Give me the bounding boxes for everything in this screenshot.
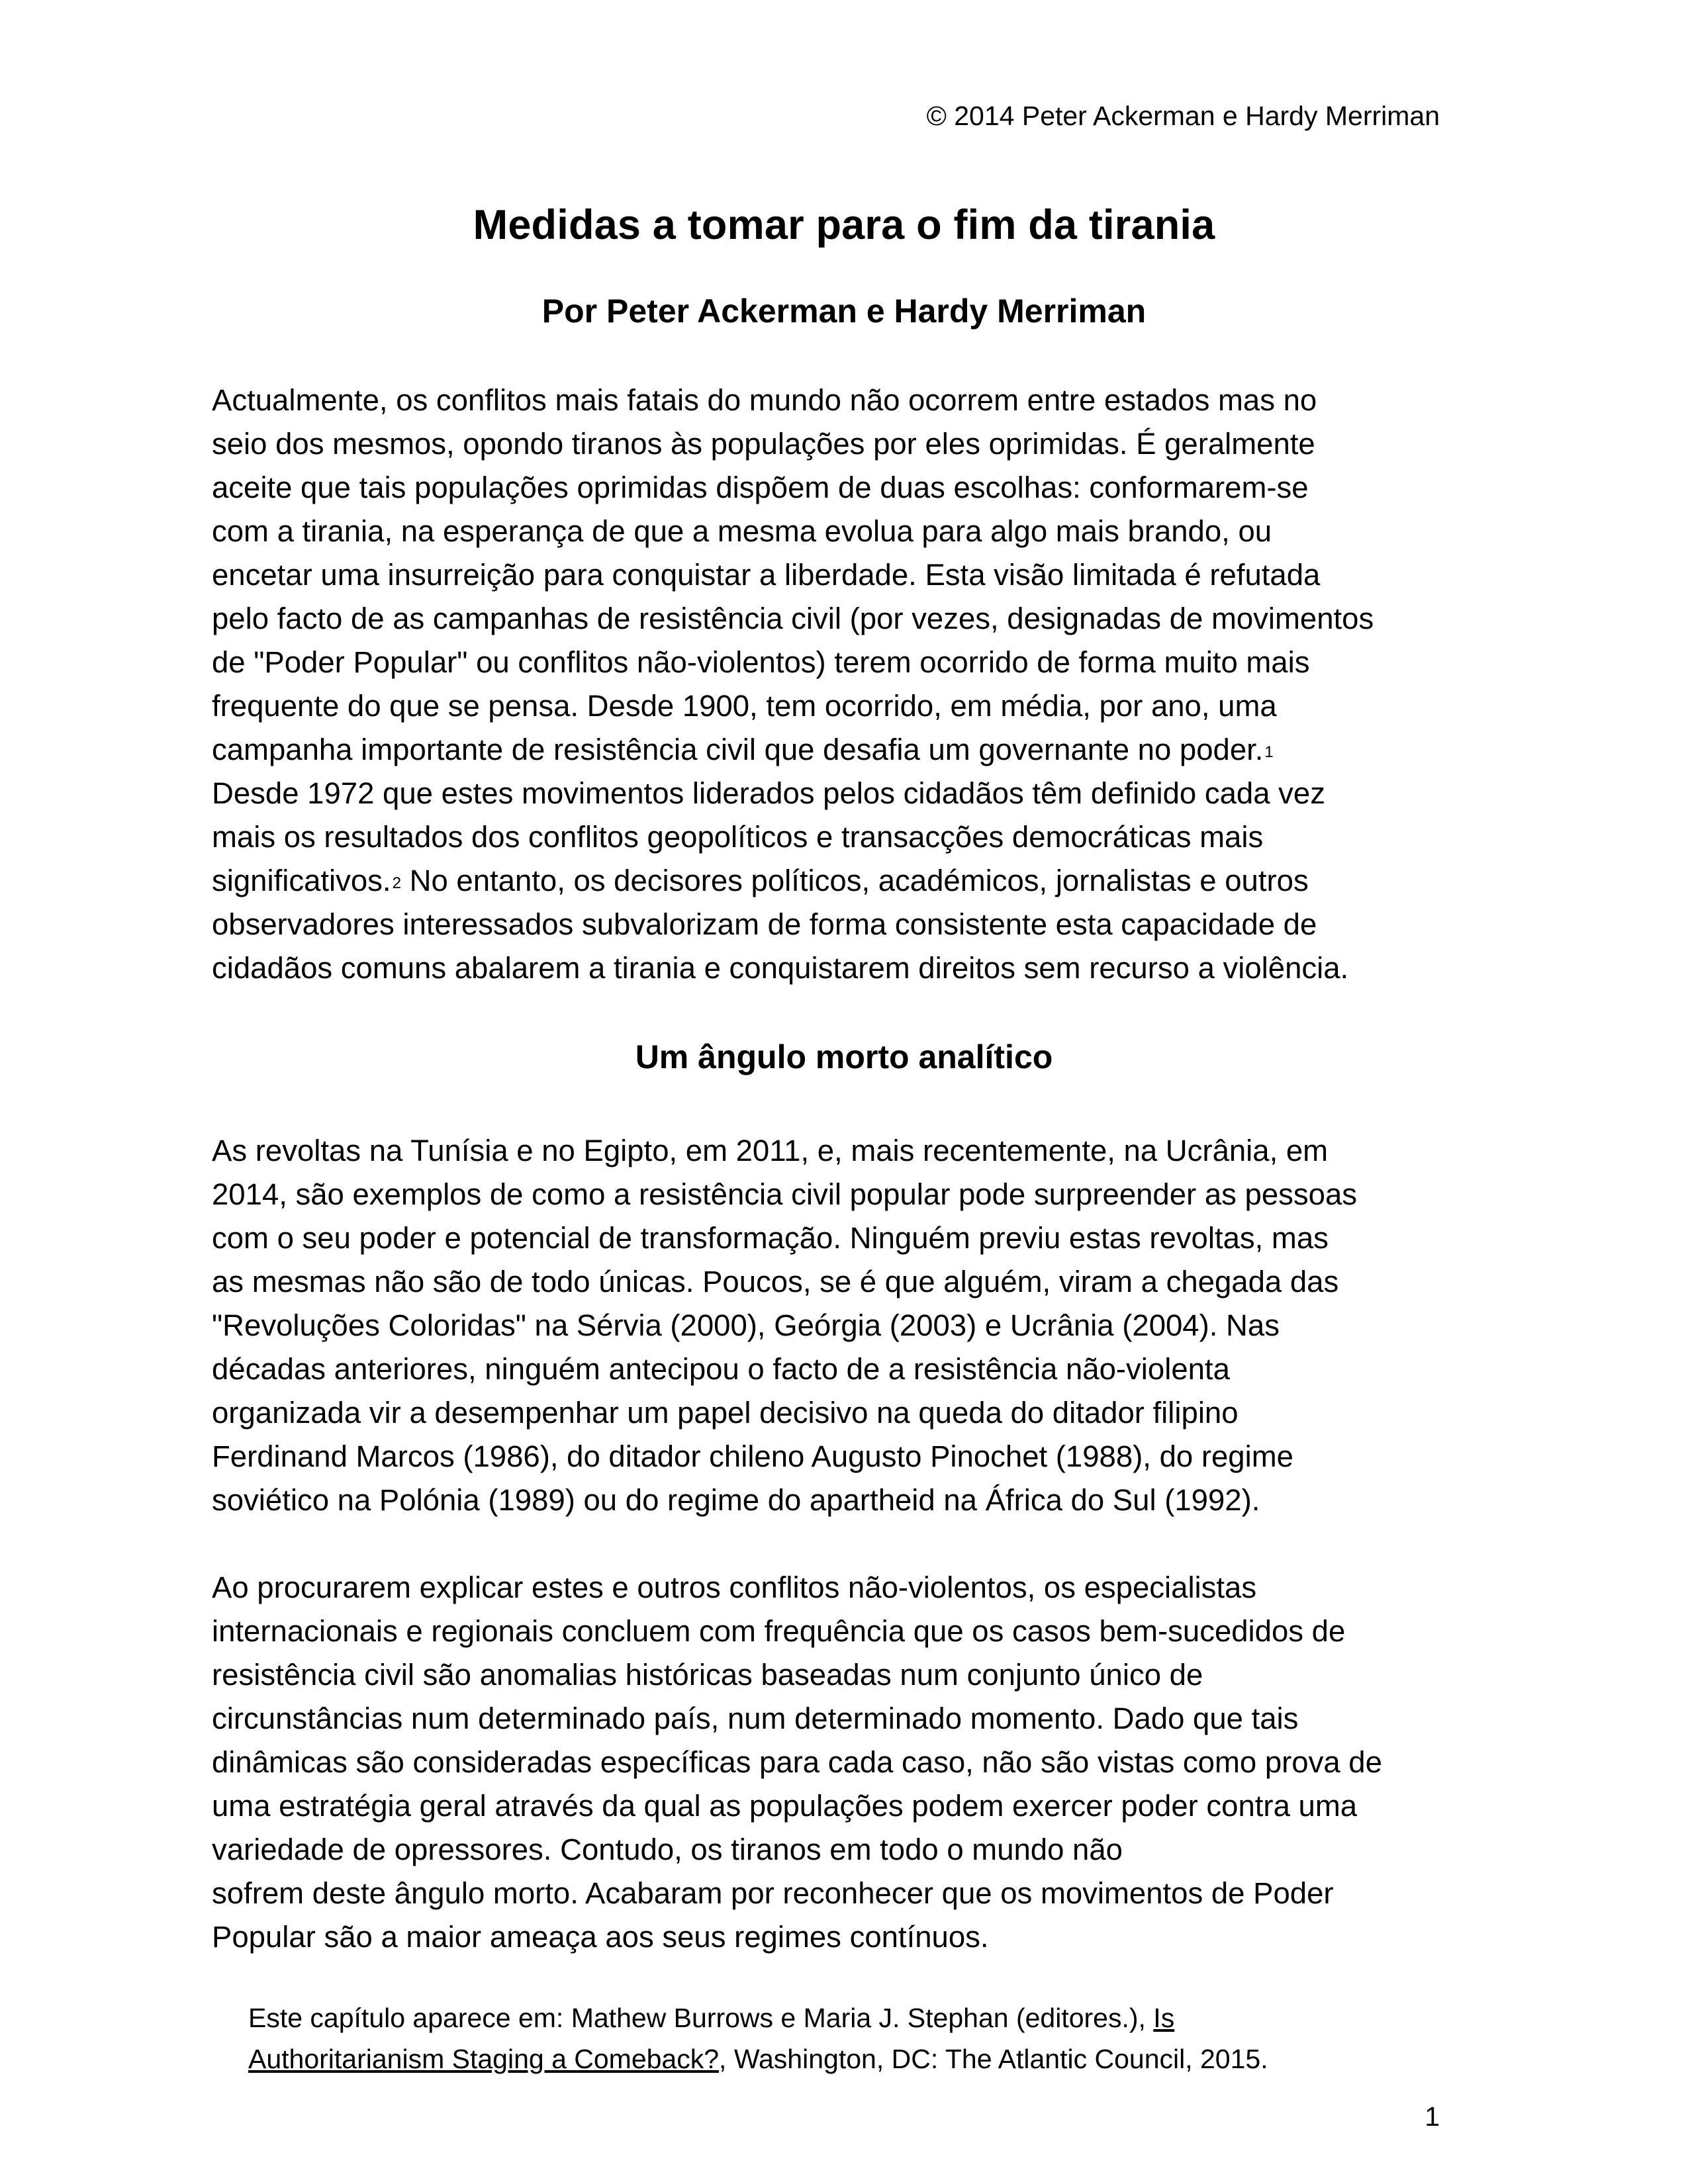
footnote-line [248,2038,1440,2079]
text-line-with-footnote [212,859,1476,903]
text-line: mais os resultados dos conflitos geopolíticos e transacções democráticas mais [212,820,1264,854]
text-line: décadas anteriores, ninguém antecipou o facto de a resistência não-violenta [212,1352,1230,1386]
text-segment: campanha importante de resistência civil que desafia um governante no poder. [212,733,1264,766]
text-line: as mesmas não são de todo únicas. Poucos, se é que alguém, viram a chegada das [212,1265,1339,1298]
text-line-with-footnote [212,728,1476,772]
text-line: com a tirania, na esperança de que a mesma evolua para algo mais brando, ou [212,514,1272,548]
text-line: internacionais e regionais concluem com frequência que os casos bem-sucedidos de [212,1614,1346,1648]
page-number: 1 [1425,2101,1440,2132]
paragraph-intro [212,379,1476,990]
text-line: As revoltas na Tunísia e no Egipto, em 2011, e, mais recentemente, na Ucrânia, em [212,1134,1329,1167]
text-line: variedade de opressores. Contudo, os tiranos em todo o mundo não [212,1833,1123,1866]
footnote-text: Este capítulo aparece em: Mathew Burrows e Maria J. Stephan (editores.), [248,2003,1154,2033]
text-line: soviético na Polónia (1989) ou do regime do apartheid na África do Sul (1992). [212,1483,1260,1517]
text-line: Popular são a maior ameaça aos seus regimes contínuos. [212,1920,989,1954]
document-title: Medidas a tomar para o fim da tirania [473,202,1215,248]
text-line: encetar uma insurreição para conquistar a liberdade. Esta visão limitada é refutada [212,558,1321,592]
text-line: organizada vir a desempenhar um papel decisivo na queda do ditador filipino [212,1396,1239,1430]
text-line: sofrem deste ângulo morto. Acabaram por reconhecer que os movimentos de Poder [212,1876,1334,1910]
footnote-line [248,1997,1440,2038]
book-title-link[interactable]: Is [1153,2003,1175,2033]
paragraph-revolts [212,1129,1476,1522]
text-line: pelo facto de as campanhas de resistência civil (por vezes, designadas de movimentos [212,602,1374,635]
text-line: Actualmente, os conflitos mais fatais do mundo não ocorrem entre estados mas no [212,383,1317,417]
chapter-source-note [248,1997,1440,2079]
copyright-notice: © 2014 Peter Ackerman e Hardy Merriman [926,101,1440,131]
text-line: uma estratégia geral através da qual as populações podem exercer poder contra uma [212,1789,1358,1823]
text-line: frequente do que se pensa. Desde 1900, tem ocorrido, em média, por ano, uma [212,689,1277,723]
text-line: circunstâncias num determinado país, num determinado momento. Dado que tais [212,1702,1299,1735]
text-line: seio dos mesmos, opondo tiranos às populações por eles oprimidas. É geralmente [212,427,1315,461]
footnote-ref[interactable]: 1 [1264,743,1274,761]
text-line: Ao procurarem explicar estes e outros conflitos não-violentos, os especialistas [212,1570,1257,1604]
text-line: cidadãos comuns abalarem a tirania e conquistarem direitos sem recurso a violência. [212,951,1349,985]
text-segment: No entanto, os decisores políticos, académicos, jornalistas e outros [400,864,1309,897]
text-line: resistência civil são anomalias históricas baseadas num conjunto único de [212,1658,1203,1692]
paragraph-experts [212,1566,1476,1959]
text-line: aceite que tais populações oprimidas dispõem de duas escolhas: conformarem-se [212,471,1309,504]
text-line: com o seu poder e potencial de transformação. Ninguém previu estas revoltas, mas [212,1221,1329,1255]
footnote-text: , Washington, DC: The Atlantic Council, 2015. [719,2044,1268,2074]
author-byline: Por Peter Ackerman e Hardy Merriman [541,293,1147,330]
text-line: 2014, são exemplos de como a resistência civil popular pode surpreender as pessoas [212,1177,1357,1211]
section-heading: Um ângulo morto analítico [635,1038,1053,1075]
text-line: Desde 1972 que estes movimentos liderados pelos cidadãos têm definido cada vez [212,776,1325,810]
footnote-ref[interactable]: 2 [392,874,401,892]
text-line: dinâmicas são consideradas específicas para cada caso, não são vistas como prova de [212,1745,1382,1779]
text-line: Ferdinand Marcos (1986), do ditador chileno Augusto Pinochet (1988), do regime [212,1439,1293,1473]
text-line: observadores interessados subvalorizam de forma consistente esta capacidade de [212,907,1317,941]
text-segment: significativos. [212,864,391,897]
book-title-link[interactable]: Authoritarianism Staging a Comeback? [248,2044,720,2074]
text-line: de "Poder Popular" ou conflitos não-violentos) terem ocorrido de forma muito mais [212,645,1310,679]
text-line: "Revoluções Coloridas" na Sérvia (2000), Geórgia (2003) e Ucrânia (2004). Nas [212,1308,1280,1342]
